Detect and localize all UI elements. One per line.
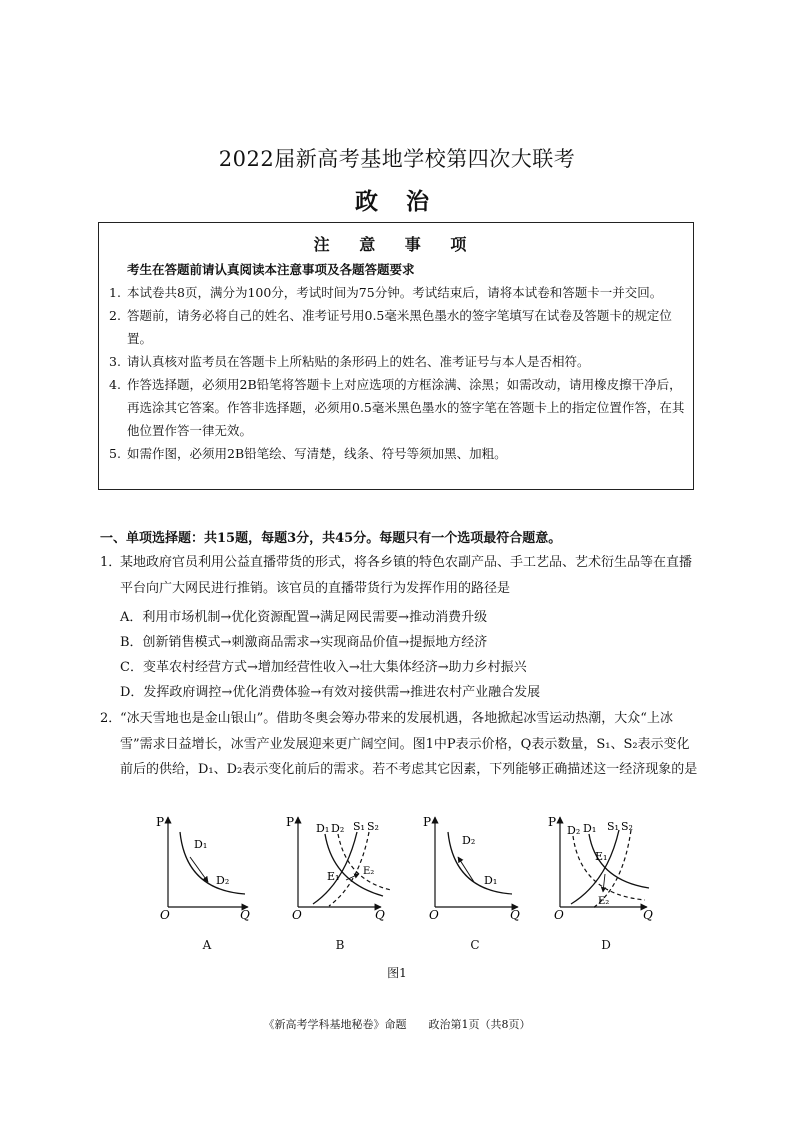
origin-label: O: [429, 908, 439, 922]
question-number: 2．: [100, 711, 122, 726]
axis-p-label: P: [156, 815, 165, 829]
panel-letter: A: [202, 938, 212, 952]
origin-label: O: [554, 908, 564, 922]
origin-label: O: [160, 908, 170, 922]
curve-label: D₁: [484, 874, 498, 887]
notice-item: [109, 304, 689, 350]
curve-label: S₁: [607, 820, 619, 833]
curve-label: D₂: [567, 824, 581, 837]
notice-item-text: 本试卷共8页，满分为100分，考试时间为75分钟。考试结束后，请将本试卷和答题卡一并交回。: [127, 285, 663, 300]
subject-title: 政 治: [354, 188, 439, 215]
notice-item-text: 如需作图，必须用2B铅笔绘、写清楚，线条、符号等须加黑、加粗。: [127, 446, 507, 461]
panel-letter: B: [335, 938, 345, 952]
point-label: E₁: [595, 850, 608, 863]
curve-label: D₁: [583, 822, 597, 835]
panel-letter: C: [470, 938, 480, 952]
demand-curve-d2: [573, 836, 645, 900]
notice-item-text: 答题前，请务必将自己的姓名、准考证号用0.5毫米黑色墨水的签字笔填写在试卷及答题卡的规定位置。: [127, 308, 672, 346]
demand-curve: [448, 832, 512, 894]
curve-label: D₂: [216, 874, 230, 887]
exam-title: 2022届新高考基地学校第四次大联考: [218, 147, 576, 171]
option-d: D．发挥政府调控→优化消费体验→有效对接供需→推进农村产业融合发展: [120, 685, 541, 700]
curve-label: D₂: [331, 822, 345, 835]
notice-title: 注 意 事 项: [313, 235, 479, 254]
question-number: 1．: [100, 555, 122, 570]
supply-curve-s1: [571, 830, 619, 904]
axis-p-label: P: [286, 815, 295, 829]
notice-item: [109, 442, 689, 465]
notice-item-text: 请认真核对监考员在答题卡上所粘贴的条形码上的姓名、准考证号与本人是否相符。: [127, 354, 590, 369]
question-1: [100, 550, 700, 601]
point-label: E₂: [598, 896, 610, 907]
origin-label: O: [292, 908, 302, 922]
notice-item: [109, 350, 689, 373]
curve-label: S₂: [621, 820, 633, 833]
question-stem: “冰天雪地也是金山银山”。借助冬奥会筹办带来的发展机遇，各地掀起冰雪运动热潮，大众“上冰雪”需求日益增长，冰雪产业发展迎来更广阔空间。图1中P表示价格，Q表示数量，S₁、S₂表示变化前后的供给，D₁、D₂表示变化前后的需求。若不考虑其它因素，下列能够正确描述这一经济现象的是: [120, 711, 698, 777]
demand-curve-d2: [338, 834, 391, 890]
option-c: C．变革农村经营方式→增加经营性收入→壮大集体经济→助力乡村振兴: [120, 660, 527, 675]
figure-caption: 图1: [387, 966, 407, 980]
option-a: A．利用市场机制→优化资源配置→满足网民需要→推动消费升级: [120, 610, 488, 625]
notice-item-number: 2.: [109, 308, 121, 323]
notice-item-number: 3.: [109, 354, 121, 369]
notice-item-number: 1.: [109, 285, 121, 300]
figure-panel-d: [545, 812, 660, 926]
notice-item-number: 4.: [109, 377, 121, 392]
curve-label: D₁: [316, 822, 330, 835]
option-b: B．创新销售模式→刺激商品需求→实现商品价值→提振地方经济: [120, 635, 488, 650]
point-label: E₁: [327, 870, 340, 883]
panel-letter: D: [601, 938, 611, 952]
notice-item: [109, 281, 689, 304]
supply-curve-s1: [313, 832, 357, 904]
notice-list: [109, 281, 689, 465]
axis-q-label: Q: [643, 908, 653, 922]
notice-item-text: 作答选择题，必须用2B铅笔将答题卡上对应选项的方框涂满、涂黑；如需改动，请用橡皮擦干净后，再选涂其它答案。作答非选择题，必须用0.5毫米黑色墨水的签字笔在答题卡上的指定位置作答，在其他位置作答一律无效。: [127, 377, 685, 438]
curve-label: D₂: [462, 834, 476, 847]
curve-label: S₂: [367, 820, 379, 833]
notice-item: [109, 373, 689, 442]
figure-panel-c: [420, 812, 530, 926]
question-2: [100, 706, 700, 783]
axis-p-label: P: [548, 815, 557, 829]
axis-q-label: Q: [375, 908, 385, 922]
notice-intro: 考生在答题前请认真阅读本注意事项及各题答题要求: [127, 262, 415, 277]
demand-curve: [180, 832, 245, 894]
axis-q-label: Q: [510, 908, 520, 922]
axis-q-label: Q: [240, 908, 250, 922]
movement-arrow: [603, 874, 605, 892]
figure-panel-a: [150, 812, 260, 926]
notice-box: [98, 222, 694, 490]
section-heading: 一、单项选择题：共15题，每题3分，共45分。每题只有一个选项最符合题意。: [100, 531, 562, 546]
notice-item-number: 5.: [109, 446, 121, 461]
curve-label: D₁: [194, 838, 208, 851]
question-stem: 某地政府官员利用公益直播带货的形式，将各乡镇的特色农副产品、手工艺品、艺术衍生品等在直播平台向广大网民进行推销。该官员的直播带货行为发挥作用的路径是: [120, 555, 693, 596]
page-footer: 《新高考学科基地秘卷》命题 政治第1页（共8页）: [263, 1018, 531, 1031]
figure-panel-b: [283, 812, 393, 926]
axis-p-label: P: [423, 815, 432, 829]
point-label: E₂: [363, 866, 375, 877]
curve-label: S₁: [353, 820, 365, 833]
